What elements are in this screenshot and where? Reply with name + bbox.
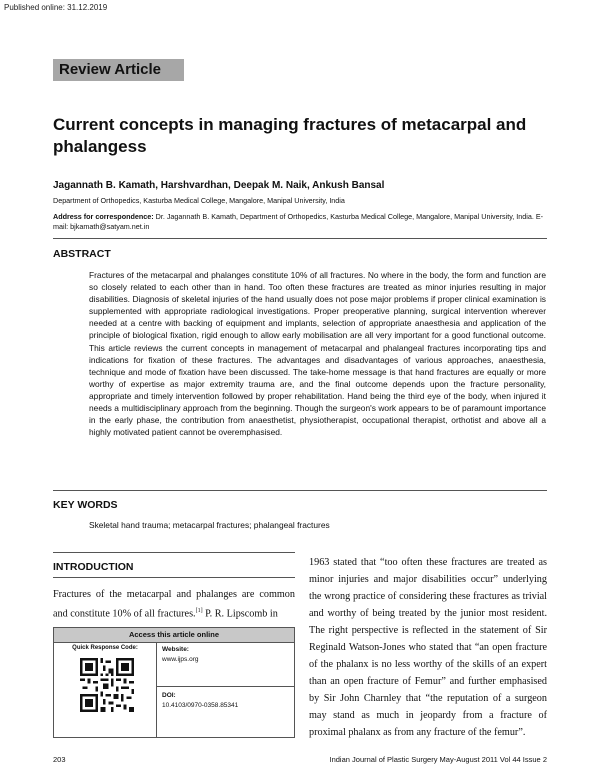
citation-ref[interactable]: [1]: [195, 608, 203, 614]
correspondence-label: Address for correspondence:: [53, 212, 154, 221]
introduction-right-column: 1963 stated that “too often these fractures are treated as minor injuries and major disabilities occur” underlying the wrong practice of considering these fractures as trivial and worthy of being treated by the junior most resident. The right perspective is reflected in the statement of Sir Reginald Watson-Jones who stated that “an open fracture of the phalanx is no less worthy of the skills of an expert than an open fracture of Femur” and further emphasised by Sir John Charnley that “the reputation of a surgeon may stand as much in jeopardy from a fracture of proximal phalanx as from any fracture of the femur”.: [309, 557, 547, 738]
keywords-heading: KEY WORDS: [53, 499, 118, 511]
access-box-heading: Access this article online: [54, 628, 294, 643]
divider: [157, 686, 294, 687]
qr-label: Quick Response Code:: [72, 645, 138, 651]
keywords-text: Skeletal hand trauma; metacarpal fractures; phalangeal fractures: [89, 520, 330, 530]
author-affiliation: Department of Orthopedics, Kasturba Medical College, Mangalore, Manipal University, India: [53, 196, 345, 205]
qr-code-icon[interactable]: [80, 658, 134, 712]
introduction-heading: INTRODUCTION: [53, 561, 134, 573]
doi-link[interactable]: 10.4103/0970-0358.85341: [162, 702, 239, 709]
doi-label: DOI:: [162, 692, 176, 699]
introduction-left-column: [53, 586, 295, 622]
correspondence-address: [53, 212, 553, 232]
qr-section: [54, 642, 157, 737]
website-label: Website:: [162, 646, 189, 653]
abstract-heading: ABSTRACT: [53, 248, 111, 260]
journal-citation: Indian Journal of Plastic Surgery May-August 2011 Vol 44 Issue 2: [329, 755, 547, 764]
page-number: 203: [53, 755, 66, 764]
doi-info: [162, 692, 290, 709]
article-type-badge: Review Article: [53, 59, 184, 81]
published-date: Published online: 31.12.2019: [4, 3, 108, 12]
divider: [53, 552, 295, 553]
article-title: Current concepts in managing fractures of metacarpal and phalangess: [53, 115, 527, 156]
website-info: [162, 646, 290, 663]
access-online-box: [53, 627, 295, 738]
correspondence-text: Dr. Jagannath B. Kamath, Department of Orthopedics, Kasturba Medical College, Mangalore, Manipal University, India. E-mail: bjkamath@satyam.net.in: [53, 212, 544, 231]
website-link[interactable]: www.ijps.org: [162, 656, 199, 663]
divider: [53, 238, 547, 239]
intro-left-text: Fractures of the metacarpal and phalanges are common and constitute 10% of all fractures.: [53, 589, 295, 620]
author-list: Jagannath B. Kamath, Harshvardhan, Deepak M. Naik, Ankush Bansal: [53, 180, 385, 191]
intro-left-tail: P. R. Lipscomb in: [202, 608, 278, 620]
abstract-text: Fractures of the metacarpal and phalanges constitute 10% of all fractures. No where in the body, the form and function are so closely related to each other than in hand. Too often these fractures are treated as minor injuries resulting in major disabilities. Diagnosis of skeletal injuries of the hand usually does not pose major problems if proper clinical examination is supplemented with appropriate radiological investigations. Proper preoperative planning, surgical intervention wherever needed at a centre with backing of equipment and implants, selection of appropriate anaesthesia and application of the principle of biological fixation, rigid enough to allow early mobilisation are all very important for a good functional outcome. This article reviews the current concepts in management of metacarpal and phalangeal fractures incorporating tips and indications for fixation of these fractures. The advantages and disadvantages of various approaches, anaesthesia, technique and mode of fixation have been discussed. The take-home message is that hand fractures are equally or more worthy of expertise as major extremity trauma are, and the final outcome depends upon the fracture personality, appropriate and timely intervention followed by proper rehabilitation. Hand being the third eye of the body, when injured it needs a multidisciplinary approach from the beginning. Though the surgeon's work appears to be of paramount importance in the early phase, the contribution from anaesthetist, physiotherapist, occupational therapist, orthotist and above all a highly motivated patient cannot be overemphasised.: [89, 270, 546, 438]
divider: [53, 577, 295, 578]
divider: [53, 490, 547, 491]
